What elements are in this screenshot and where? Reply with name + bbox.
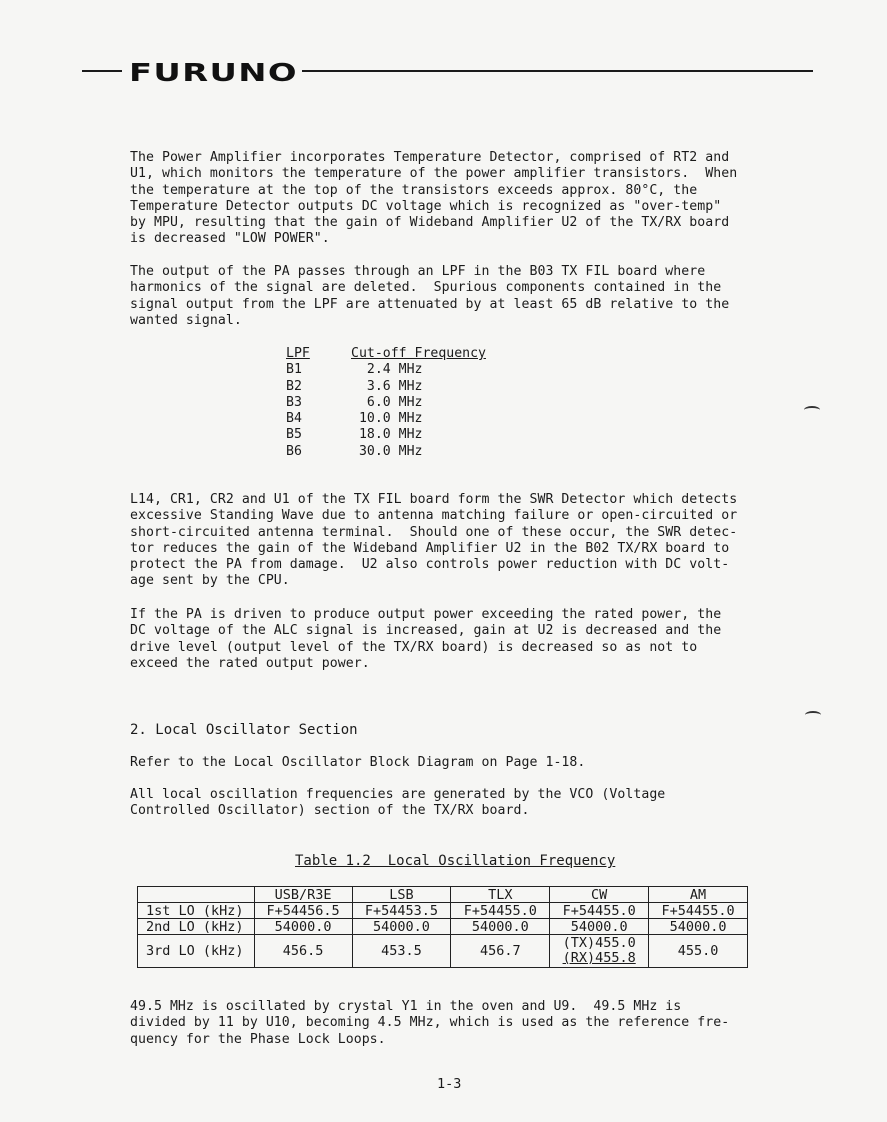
paragraph-lpf-output: The output of the PA passes through an LPF in the B03 TX FIL board where harmonics of the signal are deleted. Spurious components contained in the signal output from the LPF are attenuated by at least 65 dB relative to the wanted signal. [130,264,730,328]
paragraph-vco: All local oscillation frequencies are generated by the VCO (Voltage Controlled Oscillator) section of the TX/RX board. [130,787,666,819]
lpf-row [286,444,491,460]
table-cell: 453.5 [352,935,451,968]
table-cell: 54000.0 [649,919,748,935]
lpf-row [286,379,491,395]
table-caption: Table 1.2 Local Oscillation Frequency [295,853,616,869]
lpf-frequency: 30.0 MHz [351,443,423,459]
paragraph-block-diagram-ref: Refer to the Local Oscillator Block Diagram on Page 1-18. [130,755,586,770]
paragraph-temperature-detector: The Power Amplifier incorporates Temperature Detector, comprised of RT2 and U1, which monitors the temperature of the power amplifier transistors. When the temperature at the top of the transistors exceeds approx. 80°C, the Temperature Detector outputs DC voltage which is recognized as "over-temp" by MPU, resulting that the gain of Wideband Amplifier U2 of the TX/RX board is decreased "LOW POWER". [130,150,738,247]
header-rule-right [302,70,813,72]
table-row-header: 1st LO (kHz) [138,903,255,919]
lpf-name: B2 [286,378,302,394]
lpf-row [286,395,491,411]
lpf-row [286,362,491,378]
section-heading: 2. Local Oscillator Section [130,722,358,738]
table-cell: 54000.0 [254,919,352,935]
table-cell: F+54455.0 [649,903,748,919]
lpf-name: B1 [286,362,302,378]
table-row [138,935,748,968]
table-header-cell [138,887,255,903]
header-rule-left [82,70,122,72]
table-cell: 456.5 [254,935,352,968]
margin-mark [804,406,820,414]
paragraph-reference-frequency: 49.5 MHz is oscillated by crystal Y1 in the oven and U9. 49.5 MHz is divided by 11 by U10, becoming 4.5 MHz, which is used as the reference fre- quency for the Phase Lock Loops. [130,999,730,1047]
table-cell: 456.7 [451,935,550,968]
lpf-frequency: 2.4 MHz [351,362,423,378]
table-row-header: 3rd LO (kHz) [138,935,255,968]
table-header-cell: TLX [451,887,550,903]
table-cell: 54000.0 [451,919,550,935]
lpf-name: B5 [286,427,302,443]
table-row [138,903,748,919]
lpf-header-lpf: LPF [286,346,310,361]
local-oscillation-table [137,886,748,968]
cw-tx-value: (TX)455.0 [562,935,636,951]
lpf-name: B4 [286,411,302,427]
lpf-header-row [286,346,491,362]
table-cell: 54000.0 [352,919,451,935]
furuno-logo: FURUNO [129,58,298,87]
table-header-cell: LSB [352,887,451,903]
table-row-header: 2nd LO (kHz) [138,919,255,935]
lpf-name: B6 [286,443,302,459]
table-cell: F+54453.5 [352,903,451,919]
margin-mark [805,711,821,719]
lpf-frequency: 3.6 MHz [351,378,423,394]
lpf-frequency: 6.0 MHz [351,394,423,410]
page-number: 1-3 [437,1076,462,1092]
lpf-frequency: 10.0 MHz [351,411,423,427]
lpf-frequency: 18.0 MHz [351,427,423,443]
cw-rx-value: (RX)455.8 [562,950,636,966]
table-header-cell: CW [550,887,649,903]
table-cell: 455.0 [649,935,748,968]
lpf-row [286,427,491,443]
lpf-header-cutoff: Cut-off Frequency [351,346,486,361]
table-header-cell: USB/R3E [254,887,352,903]
table-header-row [138,887,748,903]
paragraph-swr-detector: L14, CR1, CR2 and U1 of the TX FIL board form the SWR Detector which detects excessive Standing Wave due to antenna matching failure or open-circuited or short-circuited antenna terminal. Should one of these occur, the SWR detec- tor reduces the gain of the Wideband Amplifier U2 in the B02 TX/RX board to protect the PA from damage. U2 also controls power reduction with DC volt- age sent by the CPU. [130,492,738,589]
table-cell: F+54455.0 [451,903,550,919]
lpf-name: B3 [286,394,302,410]
table-header-cell: AM [649,887,748,903]
table-cell: 54000.0 [550,919,649,935]
paragraph-alc: If the PA is driven to produce output power exceeding the rated power, the DC voltage of the ALC signal is increased, gain at U2 is decreased and the drive level (output level of the TX/RX board) is decreased so as not to exceed the rated output power. [130,607,722,671]
lpf-cutoff-table [286,346,491,460]
table-row [138,919,748,935]
table-cell: F+54456.5 [254,903,352,919]
lpf-row [286,411,491,427]
table-cell: F+54455.0 [550,903,649,919]
table-cell-cw-stack [550,935,649,968]
